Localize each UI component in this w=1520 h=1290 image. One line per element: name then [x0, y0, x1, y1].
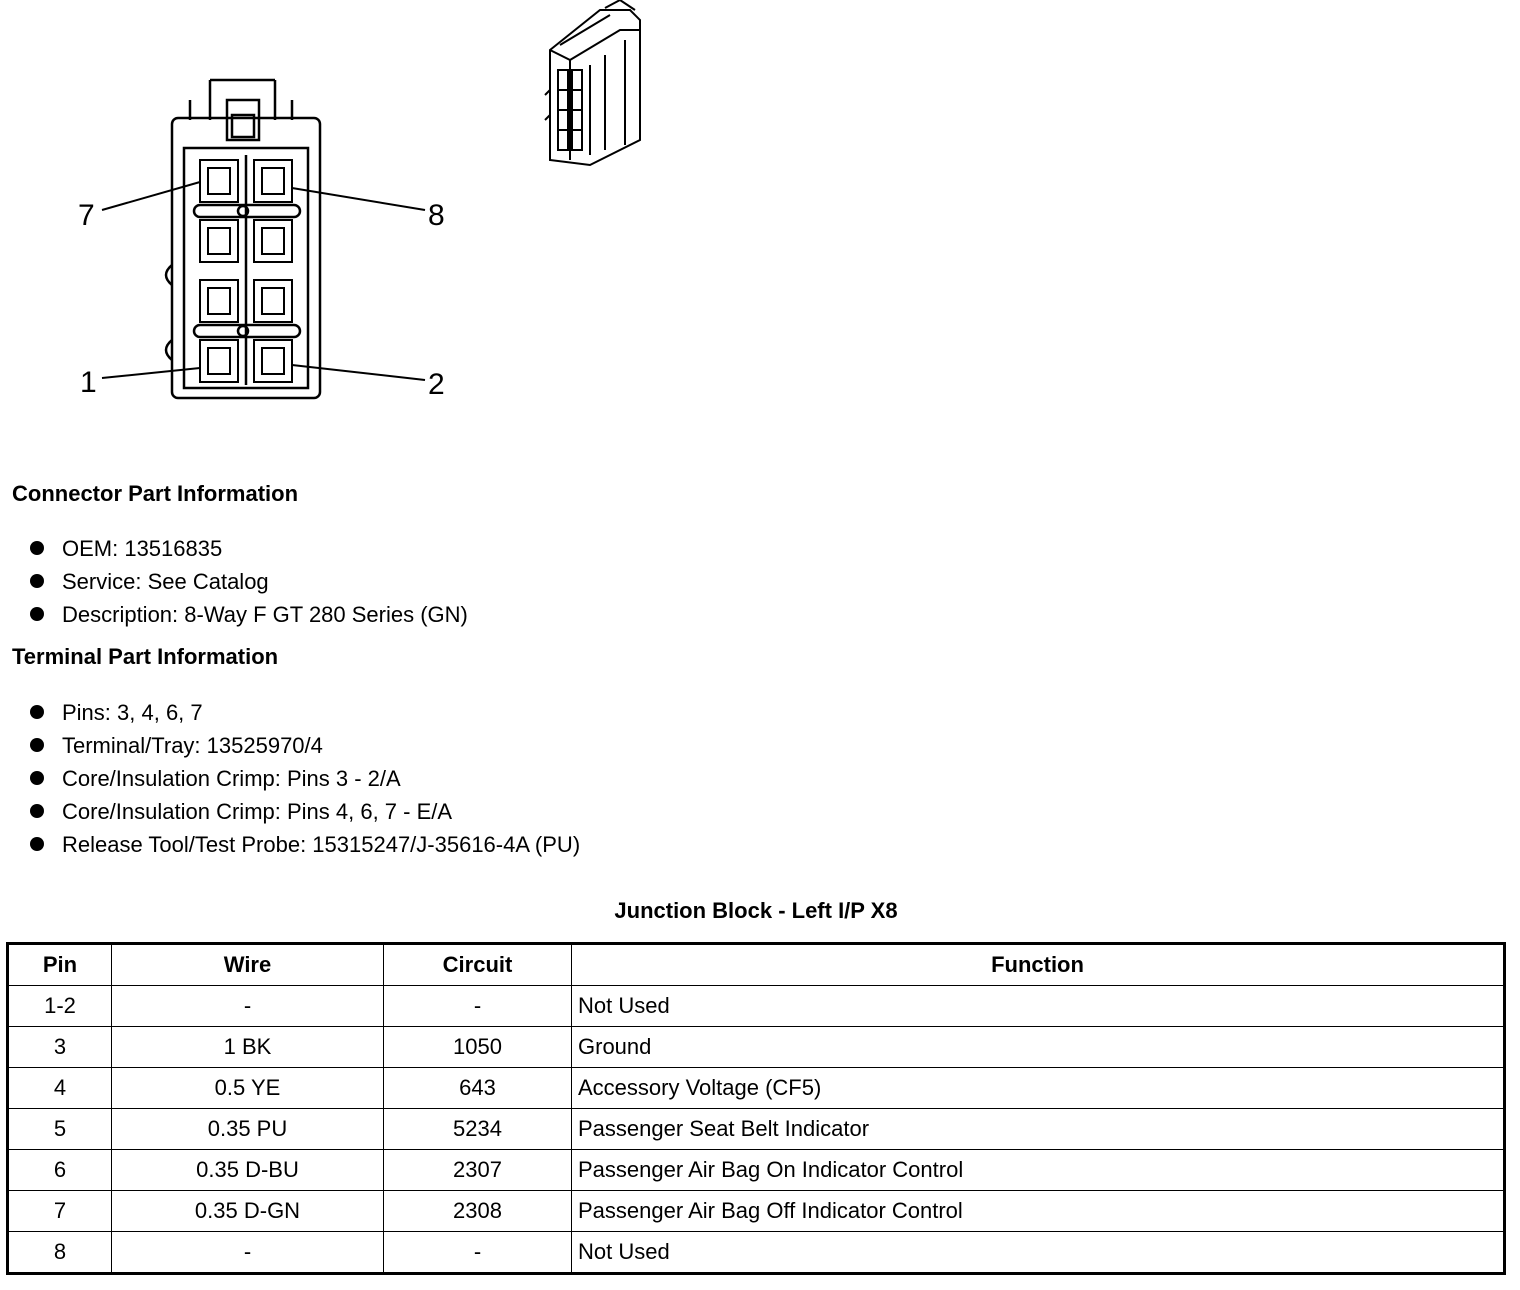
cell-wire: 0.35 D-GN: [112, 1191, 384, 1232]
cell-function: Passenger Air Bag On Indicator Control: [572, 1150, 1505, 1191]
cell-wire: 0.35 PU: [112, 1109, 384, 1150]
cell-wire: 0.5 YE: [112, 1068, 384, 1109]
table-row: [8, 986, 1505, 1027]
cell-circuit: 2308: [384, 1191, 572, 1232]
pin-label-7: 7: [78, 199, 95, 232]
pinout-table: [6, 942, 1506, 1275]
cell-pin: 7: [8, 1191, 112, 1232]
table-row: [8, 1191, 1505, 1232]
bullet-icon: [30, 837, 44, 851]
connector-info-list: [30, 532, 468, 631]
cell-wire: -: [112, 986, 384, 1027]
cell-pin: 3: [8, 1027, 112, 1068]
cell-pin: 4: [8, 1068, 112, 1109]
bullet-icon: [30, 738, 44, 752]
table-row: [8, 1027, 1505, 1068]
cell-function: Not Used: [572, 1232, 1505, 1274]
cell-function: Accessory Voltage (CF5): [572, 1068, 1505, 1109]
table-row: [8, 1232, 1505, 1274]
cell-pin: 1-2: [8, 986, 112, 1027]
list-item-text: Service: See Catalog: [62, 569, 269, 594]
list-item-text: Core/Insulation Crimp: Pins 4, 6, 7 - E/A: [62, 799, 453, 824]
table-row: [8, 1068, 1505, 1109]
cell-wire: -: [112, 1232, 384, 1274]
table-row: [8, 1109, 1505, 1150]
list-item-text: Pins: 3, 4, 6, 7: [62, 700, 203, 725]
connector-isometric-diagram: [530, 0, 650, 170]
list-item: [30, 565, 468, 598]
list-item: [30, 696, 580, 729]
list-item-text: Terminal/Tray: 13525970/4: [62, 733, 323, 758]
cell-pin: 5: [8, 1109, 112, 1150]
list-item: [30, 729, 580, 762]
cell-function: Ground: [572, 1027, 1505, 1068]
connector-info-heading: Connector Part Information: [12, 481, 299, 506]
cell-circuit: 1050: [384, 1027, 572, 1068]
cell-circuit: -: [384, 1232, 572, 1274]
pin-label-2: 2: [428, 368, 445, 401]
cell-wire: 1 BK: [112, 1027, 384, 1068]
header-wire: Wire: [112, 944, 384, 986]
terminal-info-heading: Terminal Part Information: [12, 644, 279, 669]
cell-function: Not Used: [572, 986, 1505, 1027]
bullet-icon: [30, 804, 44, 818]
cell-function: Passenger Air Bag Off Indicator Control: [572, 1191, 1505, 1232]
cell-pin: 8: [8, 1232, 112, 1274]
table-header-row: [8, 944, 1505, 986]
list-item-text: Description: 8-Way F GT 280 Series (GN): [62, 602, 468, 627]
list-item: [30, 795, 580, 828]
bullet-icon: [30, 541, 44, 555]
list-item-text: OEM: 13516835: [62, 536, 223, 561]
list-item: [30, 828, 580, 861]
header-function: Function: [572, 944, 1505, 986]
cell-pin: 6: [8, 1150, 112, 1191]
table-row: [8, 1150, 1505, 1191]
header-pin: Pin: [8, 944, 112, 986]
cell-circuit: -: [384, 986, 572, 1027]
list-item: [30, 532, 468, 565]
cell-wire: 0.35 D-BU: [112, 1150, 384, 1191]
list-item: [30, 762, 580, 795]
bullet-icon: [30, 574, 44, 588]
connector-face-diagram: [60, 60, 480, 410]
terminal-info-list: [30, 696, 580, 861]
list-item-text: Release Tool/Test Probe: 15315247/J-35616-4A (PU): [62, 832, 581, 857]
list-item: [30, 598, 468, 631]
bullet-icon: [30, 607, 44, 621]
cell-function: Passenger Seat Belt Indicator: [572, 1109, 1505, 1150]
pin-label-1: 1: [80, 366, 97, 399]
cell-circuit: 5234: [384, 1109, 572, 1150]
pin-label-8: 8: [428, 199, 445, 232]
bullet-icon: [30, 705, 44, 719]
cell-circuit: 643: [384, 1068, 572, 1109]
table-title: Junction Block - Left I/P X8: [614, 898, 898, 923]
header-circuit: Circuit: [384, 944, 572, 986]
bullet-icon: [30, 771, 44, 785]
list-item-text: Core/Insulation Crimp: Pins 3 - 2/A: [62, 766, 401, 791]
cell-circuit: 2307: [384, 1150, 572, 1191]
